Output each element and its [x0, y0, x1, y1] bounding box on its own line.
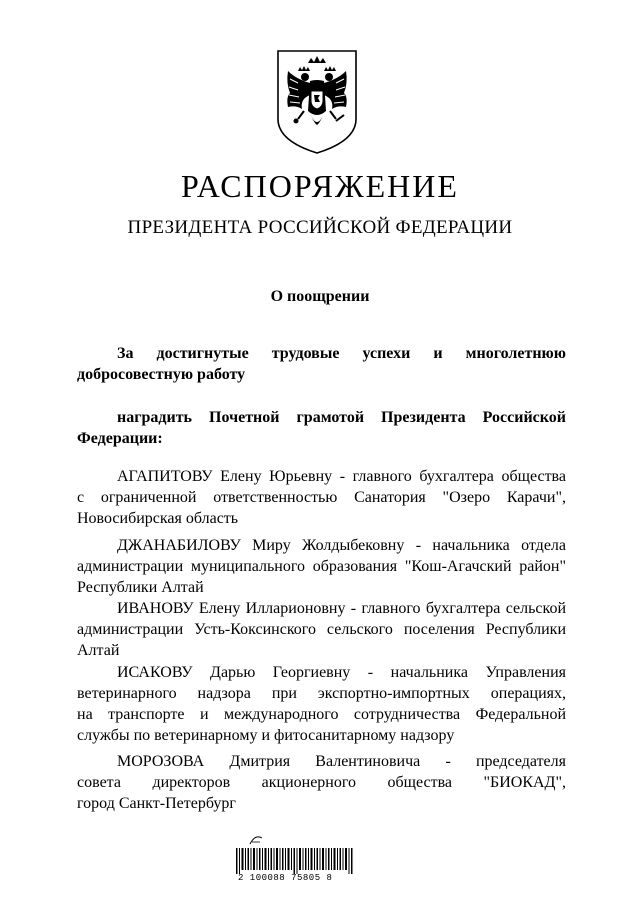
entry-line: с ограниченной ответственностью Санатория "Озеро Карачи", [77, 489, 566, 506]
entry-line: ИСАКОВУ Дарью Георгиевну - начальника Управления [117, 664, 566, 681]
entry-line: совета директоров акционерного общества "БИОКАД", [77, 774, 566, 791]
awardee-entry [77, 535, 566, 598]
entry-line: ветеринарного надзора при экспортно-импортных операциях, [77, 685, 566, 702]
entry-line: Республики Алтай [77, 579, 204, 596]
coat-of-arms-icon [276, 49, 358, 155]
award-line: наградить Почетной грамотой Президента Российской [117, 409, 566, 426]
award-paragraph [77, 407, 566, 449]
entry-line: Алтай [77, 642, 120, 659]
intro-line: За достигнутые трудовые успехи и многолетнюю [117, 345, 566, 362]
document-title: РАСПОРЯЖЕНИЕ [181, 168, 459, 204]
barcode-number: 2 100088 75805 8 [238, 873, 333, 883]
awardee-entry [77, 466, 566, 529]
intro-line: добросовестную работу [77, 366, 246, 383]
entry-line: на транспорте и международного сотрудничества Федеральной [77, 706, 566, 723]
entry-line: администрации муниципального образования "Кош-Агачский район" [77, 558, 566, 575]
awardee-entry [77, 751, 566, 814]
entry-line: МОРОЗОВА Дмитрия Валентиновича - председателя [117, 753, 566, 770]
awardee-entry [77, 598, 566, 661]
entry-line: город Санкт-Петербург [77, 795, 236, 812]
entry-line: ИВАНОВУ Елену Илларионовну - главного бухгалтера сельской [117, 600, 566, 617]
intro-paragraph [77, 343, 566, 385]
entry-line: АГАПИТОВУ Елену Юрьевну - главного бухгалтера общества [117, 468, 566, 485]
entry-line: ДЖАНАБИЛОВУ Миру Жолдыбековну - начальника отдела [117, 537, 566, 554]
entry-line: администрации Усть-Коксинского сельского поселения Республики [77, 621, 566, 638]
awardee-entry [77, 662, 566, 746]
entry-line: службы по ветеринарному и фитосанитарному надзору [77, 727, 455, 744]
award-line: Федерации: [77, 430, 163, 447]
document-heading: О поощрении [270, 288, 370, 305]
entry-line: Новосибирская область [77, 510, 239, 527]
document-subtitle: ПРЕЗИДЕНТА РОССИЙСКОЙ ФЕДЕРАЦИИ [127, 217, 513, 238]
printer-mark-icon [249, 832, 263, 846]
